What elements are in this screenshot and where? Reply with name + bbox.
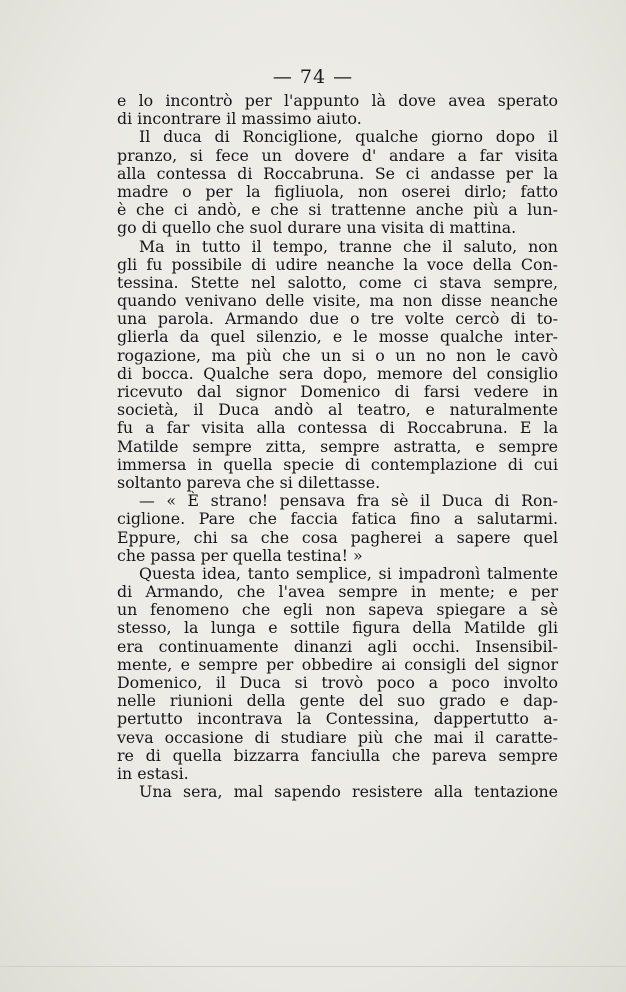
- text-line: che passa per quella testina! »: [117, 545, 363, 565]
- text-line: Ma in tutto il tempo, tranne che il saluto, non: [139, 236, 558, 256]
- text-line: Questa idea, tanto semplice, si impadronì talmente: [139, 563, 558, 583]
- text-line: in estasi.: [117, 763, 189, 783]
- text-line: fu a far visita alla contessa di Roccabruna. E la: [117, 418, 558, 438]
- page-bottom-edge: [0, 966, 626, 967]
- text-line: veva occasione di studiare più che mai il caratte-: [117, 727, 558, 747]
- text-line: — « È strano! pensava fra sè il Duca di Ron-: [139, 491, 558, 511]
- text-line: di incontrare il massimo aiuto.: [117, 109, 362, 129]
- text-line: un fenomeno che egli non sapeva spiegare a sè: [117, 600, 558, 620]
- text-line: quando venivano delle visite, ma non disse neanche: [117, 291, 558, 311]
- text-line: di bocca. Qualche sera dopo, memore del consiglio: [117, 363, 558, 383]
- text-line: rogazione, ma più che un si o un no non le cavò: [117, 345, 558, 365]
- text-line: società, il Duca andò al teatro, e naturalmente: [117, 400, 558, 420]
- text-line: ricevuto dal signor Domenico di farsi vedere in: [117, 382, 558, 401]
- text-line: nelle riunioni della gente del suo grado e dap-: [117, 691, 558, 711]
- text-line: re di quella bizzarra fanciulla che pareva sempre: [117, 745, 558, 765]
- text-line: pranzo, si fece un dovere d' andare a far visita: [117, 145, 558, 165]
- text-line: ciglione. Pare che faccia fatica fino a salutarmi.: [117, 509, 558, 529]
- text-line: di Armando, che l'avea sempre in mente; e per: [117, 582, 558, 602]
- text-line: Il duca di Ronciglione, qualche giorno dopo il: [139, 127, 558, 147]
- text-line: madre o per la figliuola, non oserei dirlo; fatto: [117, 181, 558, 201]
- text-line: e lo incontrò per l'appunto là dove avea sperato: [117, 91, 558, 110]
- text-line: mente, e sempre per obbedire ai consigli del signor: [117, 654, 558, 674]
- text-line: Eppure, chi sa che cosa pagherei a sapere quel: [117, 527, 558, 547]
- text-line: Domenico, il Duca si trovò poco a poco involto: [117, 673, 558, 692]
- text-line: è che ci andò, e che si trattenne anche più a lun-: [117, 200, 558, 220]
- text-line: tessina. Stette nel salotto, come ci stava sempre,: [117, 272, 558, 292]
- text-line: Una sera, mal sapendo resistere alla tentazione: [139, 782, 558, 802]
- text-line: gli fu possibile di udire neanche la voce della Con-: [117, 254, 558, 274]
- text-line: glierla da quel silenzio, e le mosse qualche inter-: [117, 327, 558, 347]
- text-line: immersa in quella specie di contemplazione di cui: [117, 454, 558, 474]
- body-text: [117, 92, 558, 801]
- text-line: era continuamente dinanzi agli occhi. Insensibil-: [117, 636, 558, 656]
- text-line: pertutto incontrava la Contessina, dappertutto a-: [117, 709, 558, 729]
- text-line: soltanto pareva che si dilettasse.: [117, 472, 381, 492]
- text-line: una parola. Armando due o tre volte cercò di to-: [117, 309, 558, 329]
- text-line: alla contessa di Roccabruna. Se ci andasse per la: [117, 163, 558, 183]
- text-line: Matilde sempre zitta, sempre astratta, e sempre: [117, 436, 558, 456]
- text-line: stesso, la lunga e sottile figura della Matilde gli: [117, 618, 558, 638]
- text-line: go di quello che suol durare una visita di mattina.: [117, 218, 517, 238]
- page-number: — 74 —: [272, 66, 354, 88]
